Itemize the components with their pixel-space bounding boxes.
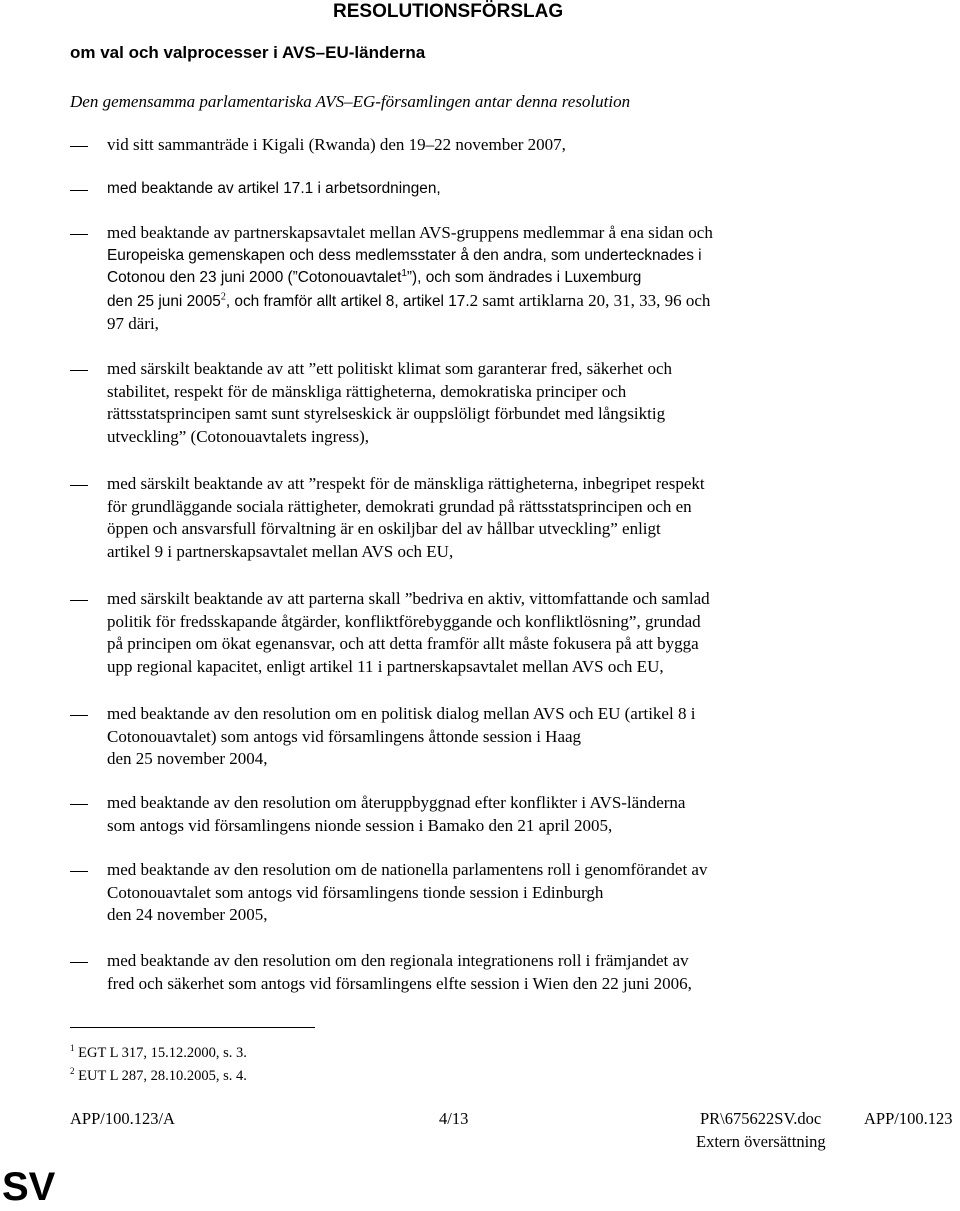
intro-text: Den gemensamma parlamentariska AVS–EG-församlingen antar denna resolution [70,92,631,111]
item-line: utveckling” (Cotonouavtalets ingress), [107,426,370,446]
item-line: Europeiska gemenskapen och dess medlemsstater å den andra, som undertecknades i [107,246,702,264]
footer-doc-ref-left: APP/100.123/A [70,1109,175,1128]
item-line: stabilitet, respekt för de mänskliga rättigheterna, demokratiska principer och [107,381,627,401]
footnote-number: 1 [70,1043,75,1054]
list-item [107,588,957,678]
footnote-divider [70,1027,315,1028]
language-code: SV [2,1165,56,1209]
footer-doc-ref-right: APP/100.123 [864,1109,953,1128]
footnote-ref[interactable]: 1 [401,267,407,279]
item-line: artikel 9 i partnerskapsavtalet mellan AVS och EU, [107,541,454,561]
item-line: med särskilt beaktande av att ”ett politiskt klimat som garanterar fred, säkerhet och [107,359,673,378]
item-line: Cotonouavtalet som antogs vid församlingens tionde session i Edinburgh [107,882,604,902]
item-line: med särskilt beaktande av att parterna skall ”bedriva en aktiv, vittomfattande och samlad [107,589,710,608]
item-line: på principen om ökat egenansvar, och att detta framför allt måste fokusera på att bygga [107,634,699,653]
list-item [107,134,957,157]
footnote: $^1$ EGT L 317, 15.12.2000, s. 3. [70,1043,247,1061]
item-line: med särskilt beaktande av att ”respekt för de mänskliga rättigheterna, inbegripet respekt [107,474,705,493]
list-item [107,859,957,927]
item-line: 97 däri, [107,314,159,333]
item-line: för grundläggande sociala rättigheter, demokrati grundad på rättsstatsprincipen och en [107,496,692,516]
item-line: med beaktande av partnerskapsavtalet mellan AVS-gruppens medlemmar å ena sidan och [107,223,713,242]
dash-marker [70,146,88,147]
item-line: den 25 november 2004, [107,749,268,768]
item-line: politik för fredsskapande åtgärder, konfliktförebyggande och konfliktlösning”, grundad [107,611,701,631]
item-line: öppen och ansvarsfull förvaltning är en oskiljbar del av hållbar utveckling” enligt [107,519,661,538]
list-item [107,792,957,837]
item-line: med beaktande av den resolution om återuppbyggnad efter konflikter i AVS-länderna [107,793,686,812]
dash-marker [70,485,88,486]
item-line: den 24 november 2005, [107,905,268,924]
list-item [107,950,957,995]
footnote: $^2$ EUT L 287, 28.10.2005, s. 4. [70,1066,247,1084]
list-item [107,178,957,201]
item-line: rättsstatsprincipen samt sunt styrelseskick är ouppslöligt förbundet med långsiktig [107,404,666,423]
item-line: med beaktande av den resolution om den regionala integrationens roll i främjandet av [107,951,689,970]
item-line: Cotonouavtalet) som antogs vid församlingens åttonde session i Haag [107,726,582,746]
dash-marker [70,234,88,235]
list-item [107,473,957,563]
dash-marker [70,962,88,963]
dash-marker [70,871,88,872]
footer-translation: Extern översättning [696,1132,826,1151]
item-line: med beaktande av artikel 17.1 i arbetsordningen, [107,180,441,197]
item-line: med beaktande av den resolution om en politisk dialog mellan AVS och EU (artikel 8 i [107,704,696,723]
item-line: upp regional kapacitet, enligt artikel 11 i partnerskapsavtalet mellan AVS och EU, [107,656,664,676]
dash-marker [70,715,88,716]
footer-file-name: PR\675622SV.doc [700,1109,822,1128]
item-line: den 25 juni 2005$^2$, och framför allt artikel 8, artikel 17.2 samt artiklarna 20, 31, 33, 96 och [107,290,711,310]
list-item [107,703,957,771]
item-line: vid sitt sammanträde i Kigali (Rwanda) den 19–22 november 2007, [107,135,566,154]
document-title: RESOLUTIONSFÖRSLAG [333,1,564,22]
footnote-number: 2 [70,1066,75,1077]
list-item [107,358,957,448]
resolution-subject: om val och valprocesser i AVS–EU-länderna [70,43,426,62]
item-line: fred och säkerhet som antogs vid församlingens elfte session i Wien den 22 juni 2006, [107,973,692,993]
footnote-ref[interactable]: 2 [220,290,226,302]
dash-marker [70,370,88,371]
footer-page-number: 4/13 [439,1109,469,1128]
dash-marker [70,190,88,191]
list-item [107,222,957,336]
dash-marker [70,600,88,601]
dash-marker [70,804,88,805]
item-line: som antogs vid församlingens nionde session i Bamako den 21 april 2005, [107,815,613,835]
item-line: Cotonou den 23 juni 2000 (”Cotonouavtalet$^1$”), och som ändrades i Luxemburg [107,267,642,286]
item-line: med beaktande av den resolution om de nationella parlamentens roll i genomförandet av [107,860,708,879]
